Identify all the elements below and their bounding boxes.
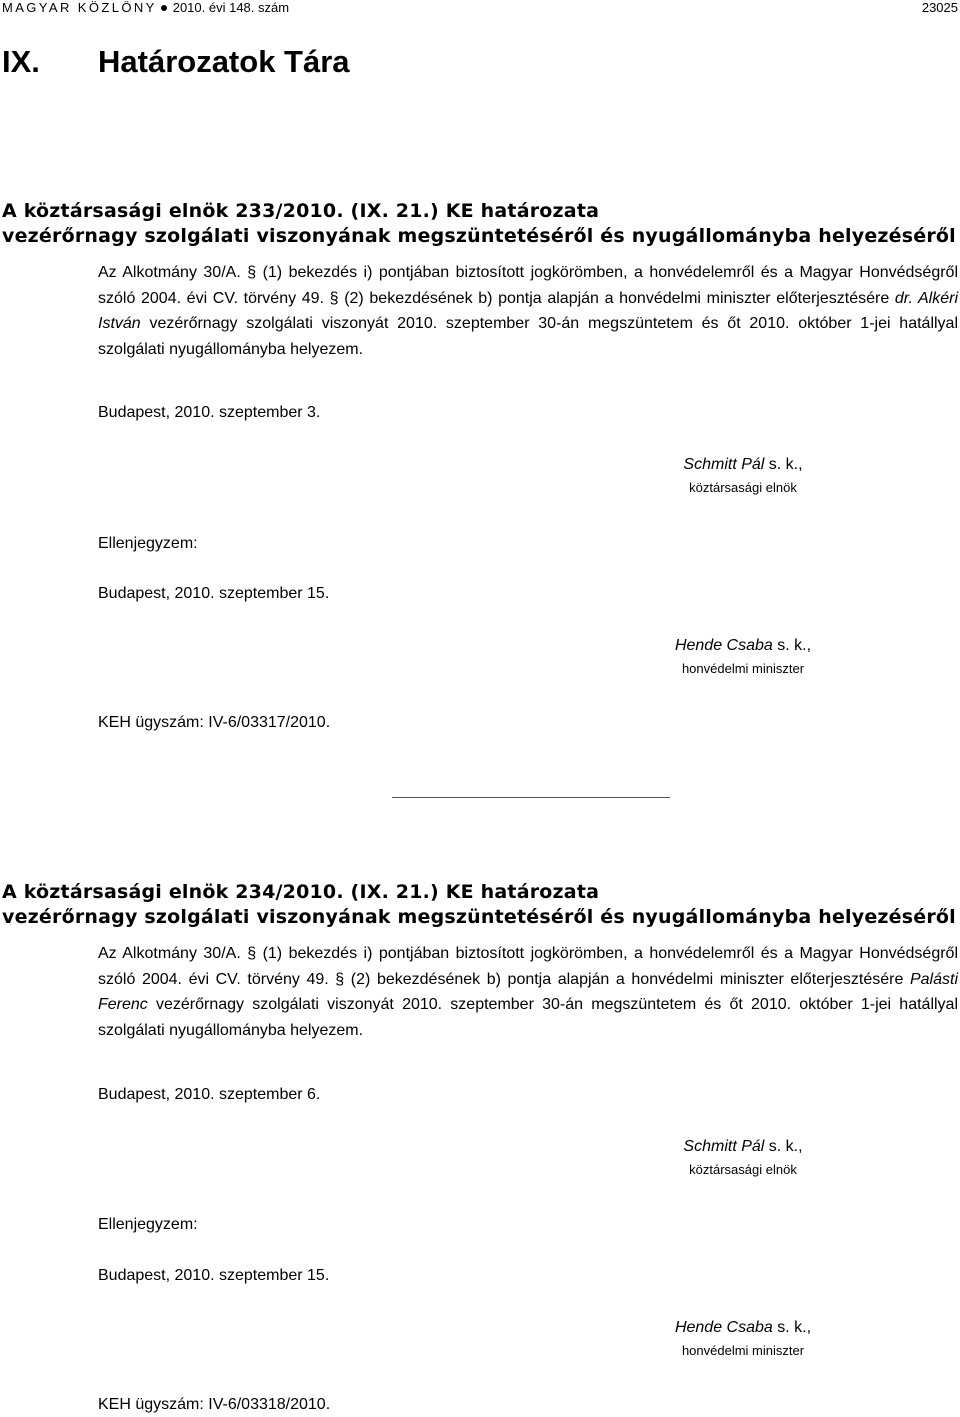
section-divider: [392, 797, 670, 798]
publication-line: [2, 0, 289, 15]
decision-body: Az Alkotmány 30/A. § (1) bekezdés i) pontjában biztosított jogkörömben, a honvédelemről és a Magyar Honvédségről szóló 2004. évi CV. törvény 49. § (2) bekezdésének b) pontja alapján a honvédelmi miniszter előterjesztésére dr. Alkéri István vezérőrnagy szolgálati viszonyát 2010. szeptember 30-án megszüntetem és őt 2010. október 1-jei hatállyal szolgálati nyugállományba helyezem.: [98, 264, 959, 358]
signer-name: Hende Csaba: [674, 637, 773, 654]
officer-name: dr. Alkéri István: [98, 289, 959, 332]
case-number: KEH ügyszám: IV-6/03317/2010.: [98, 714, 331, 731]
page-header: [0, 0, 960, 18]
president-signature: Schmitt Pál s. k., köztársasági elnök: [593, 456, 893, 495]
minister-signature: Hende Csaba s. k., honvédelmi miniszter: [593, 637, 893, 676]
decision-date: Budapest, 2010. szeptember 6.: [98, 1086, 321, 1103]
decision-title: A köztársasági elnök 234/2010. (IX. 21.) KE határozata: [2, 881, 600, 903]
signer-role: honvédelmi miniszter: [681, 661, 805, 676]
decision-subtitle: vezérőrnagy szolgálati viszonyának megszüntetéséről és nyugállományba helyezéséről: [2, 906, 956, 928]
signer-name: Hende Csaba: [674, 1319, 773, 1336]
signer-name: Schmitt Pál: [683, 1138, 765, 1155]
signer-role: köztársasági elnök: [689, 1162, 797, 1177]
decision-subtitle: vezérőrnagy szolgálati viszonyának megszüntetéséről és nyugállományba helyezéséről: [2, 225, 956, 247]
chapter-number: IX.: [2, 44, 40, 79]
signer-role: köztársasági elnök: [689, 480, 797, 495]
countersign-date: Budapest, 2010. szeptember 15.: [98, 1267, 330, 1284]
decision-body: Az Alkotmány 30/A. § (1) bekezdés i) pontjában biztosított jogkörömben, a honvédelemről és a Magyar Honvédségről szóló 2004. évi CV. törvény 49. § (2) bekezdésének b) pontja alapján a honvédelmi miniszter előterjesztésére Palásti Ferenc vezérőrnagy szolgálati viszonyát 2010. szeptember 30-án megszüntetem és őt 2010. október 1-jei hatállyal szolgálati nyugállományba helyezem.: [98, 945, 958, 1039]
minister-signature: Hende Csaba s. k., honvédelmi miniszter: [593, 1319, 893, 1358]
signer-name: Schmitt Pál: [683, 456, 765, 473]
chapter-title: Határozatok Tára: [98, 44, 350, 79]
countersign-label: Ellenjegyzem:: [98, 535, 198, 552]
case-number: KEH ügyszám: IV-6/03318/2010.: [98, 1396, 331, 1413]
issue-label: 2010. évi 148. szám: [172, 0, 290, 15]
officer-name: Palásti Ferenc: [98, 970, 958, 1013]
page-number: 23025: [921, 0, 958, 15]
decision-title: A köztársasági elnök 233/2010. (IX. 21.) KE határozata: [2, 200, 600, 222]
bullet-dot-icon: [161, 5, 167, 11]
signer-role: honvédelmi miniszter: [681, 1343, 805, 1358]
countersign-date: Budapest, 2010. szeptember 15.: [98, 585, 330, 602]
publication-name: MAGYAR KÖZLÖNY: [2, 0, 157, 15]
decision-date: Budapest, 2010. szeptember 3.: [98, 404, 321, 421]
countersign-label: Ellenjegyzem:: [98, 1216, 198, 1233]
president-signature: Schmitt Pál s. k., köztársasági elnök: [593, 1138, 893, 1177]
